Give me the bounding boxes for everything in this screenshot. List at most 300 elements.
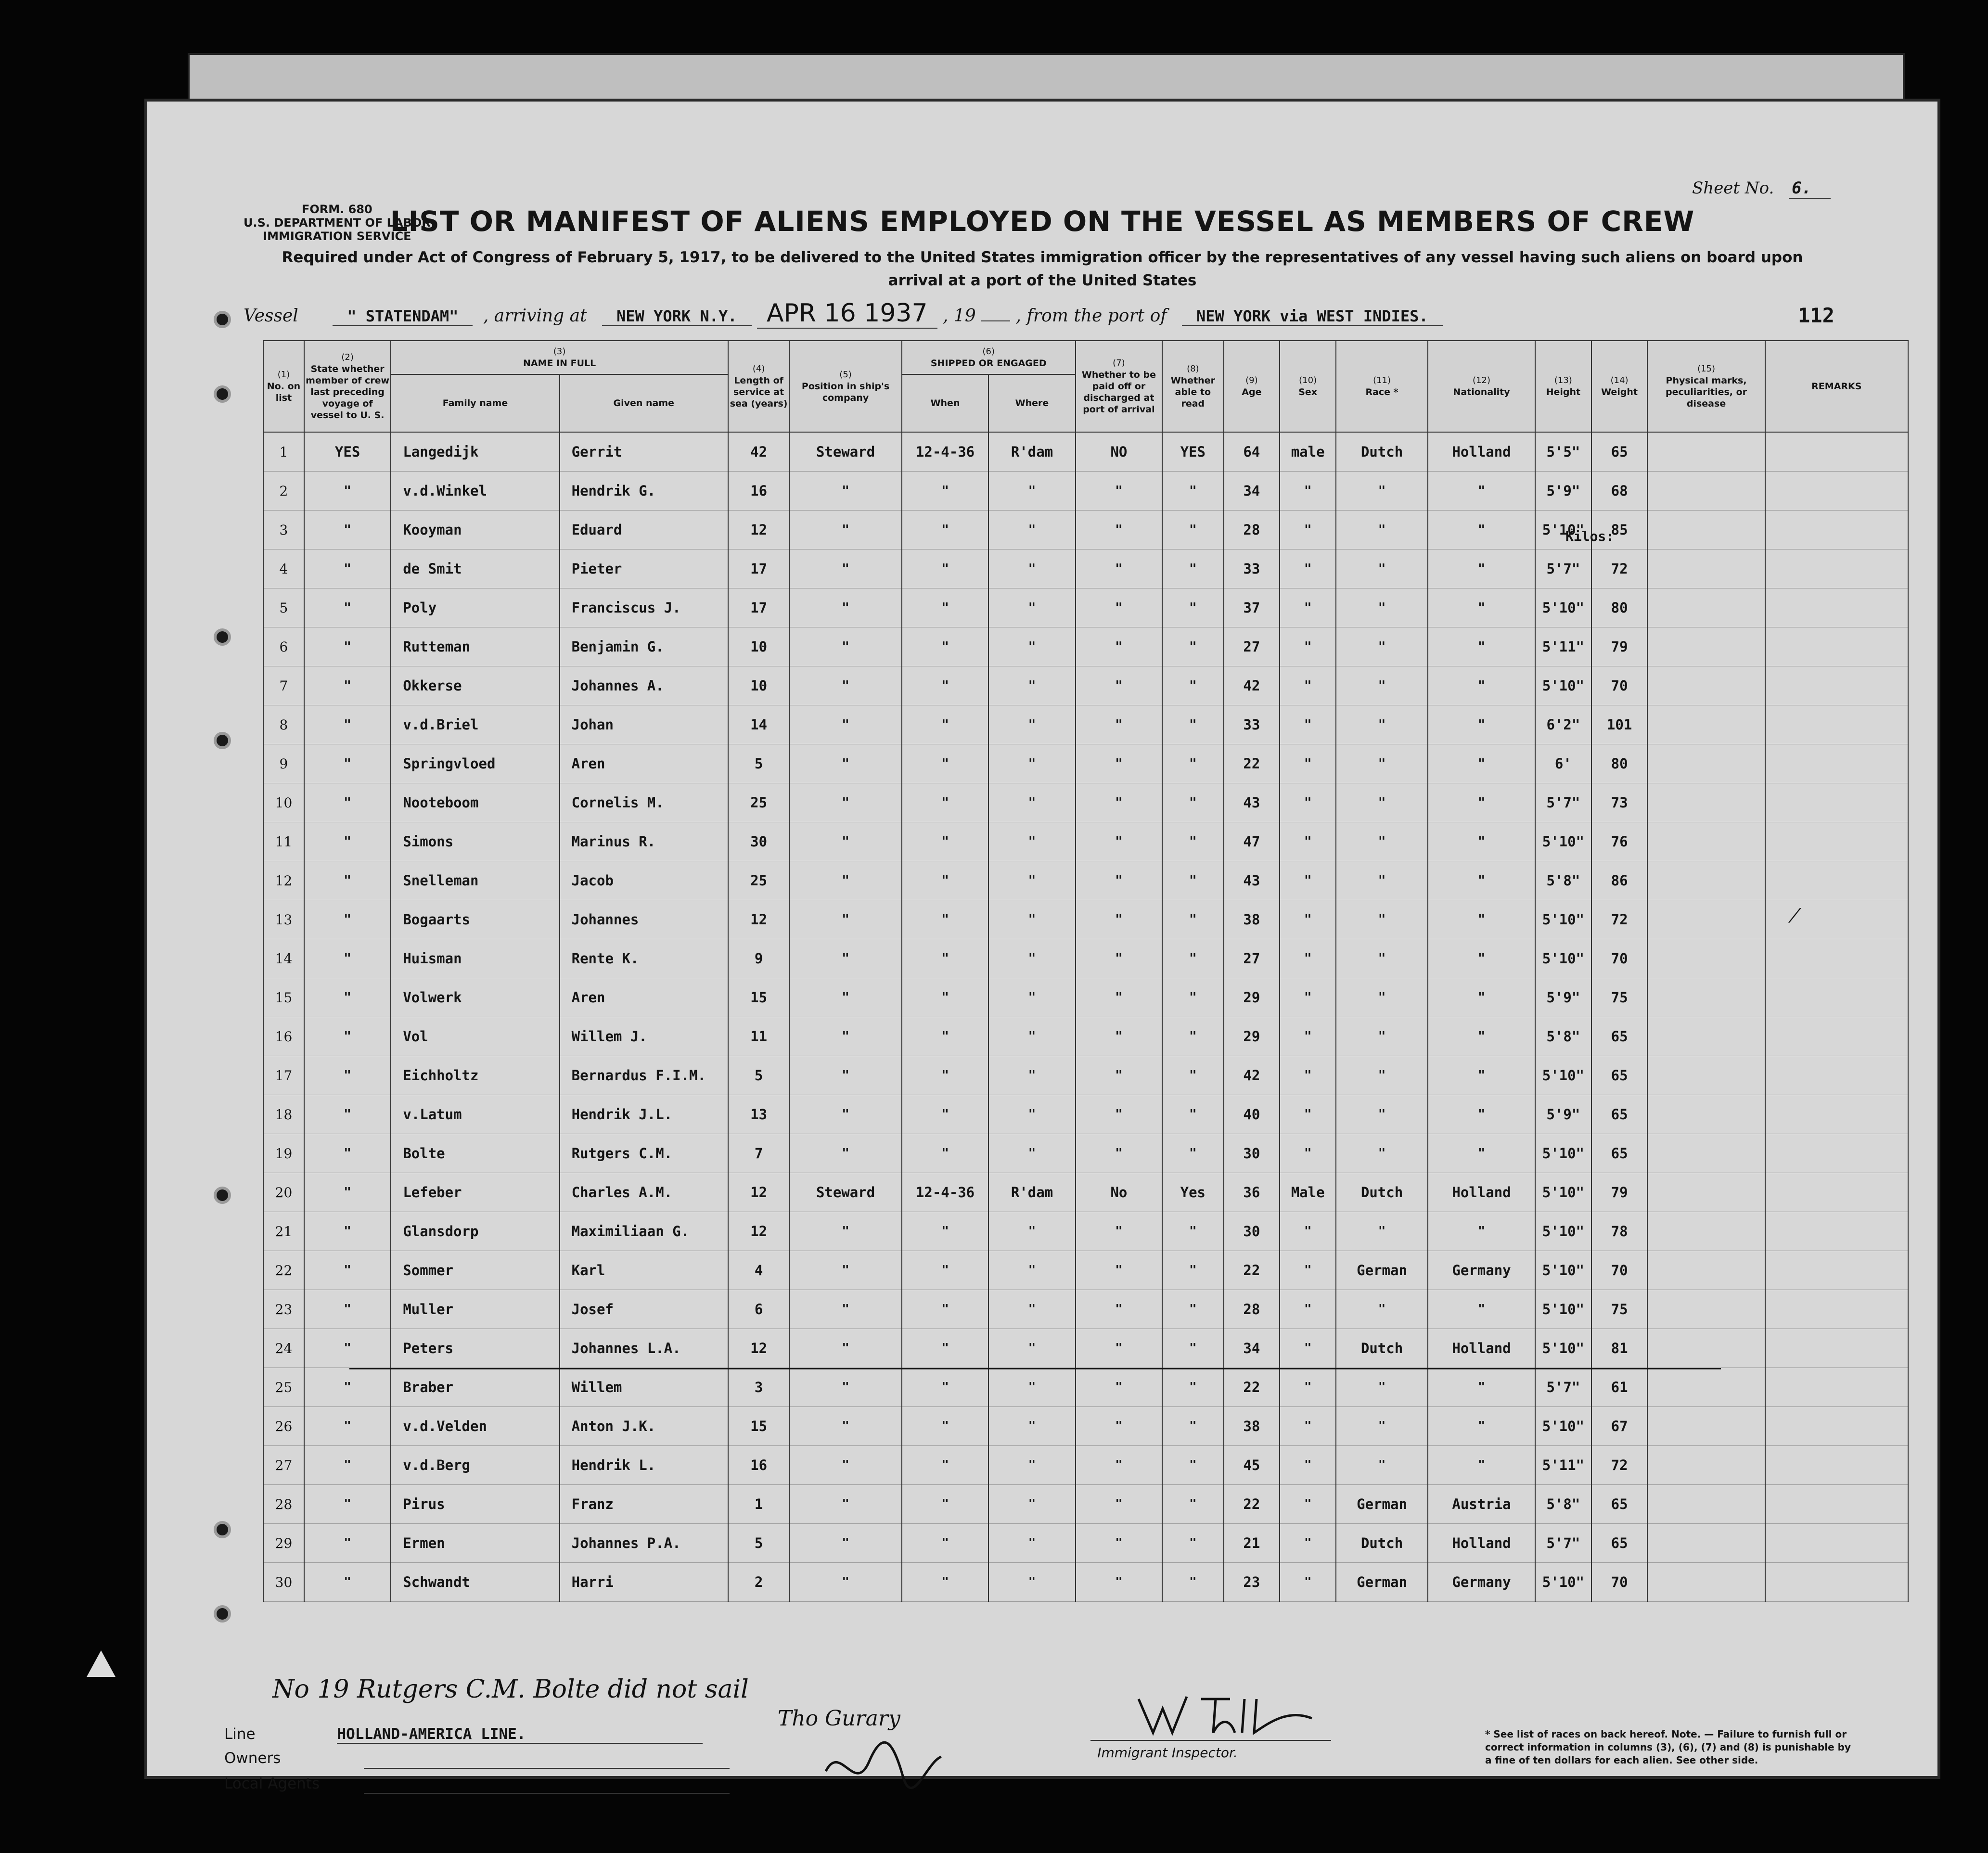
cell-nationality: " bbox=[1428, 1290, 1535, 1329]
cell-shipped-where: " bbox=[988, 1524, 1075, 1563]
table-row bbox=[263, 744, 1908, 783]
cell-physical-marks bbox=[1647, 1329, 1765, 1368]
table-row bbox=[263, 861, 1908, 900]
cell-physical-marks bbox=[1647, 1485, 1765, 1524]
cell-remarks bbox=[1765, 1329, 1908, 1368]
cell-list-number: 29 bbox=[263, 1524, 304, 1563]
cell-given-name: Johannes L.A. bbox=[560, 1329, 728, 1368]
cell-race: " bbox=[1336, 1017, 1428, 1056]
cell-list-number: 12 bbox=[263, 861, 304, 900]
cell-length-of-service: 15 bbox=[728, 1407, 789, 1446]
cell-age: 21 bbox=[1224, 1524, 1280, 1563]
header-nationality: (12) Nationality bbox=[1428, 341, 1535, 432]
cell-family-name: Muller bbox=[391, 1290, 559, 1329]
cell-sex: " bbox=[1280, 550, 1336, 588]
cell-length-of-service: 42 bbox=[728, 432, 789, 472]
owners-line bbox=[364, 1768, 730, 1769]
cell-height: 5'7" bbox=[1535, 783, 1591, 822]
inspector-line bbox=[1090, 1740, 1331, 1741]
cell-paid-off: " bbox=[1076, 822, 1162, 861]
table-row bbox=[263, 783, 1908, 822]
cell-paid-off: " bbox=[1076, 1251, 1162, 1290]
cell-list-number: 22 bbox=[263, 1251, 304, 1290]
cell-shipped-when: " bbox=[902, 472, 988, 511]
cell-length-of-service: 11 bbox=[728, 1017, 789, 1056]
header-list-number: (1) No. on list bbox=[263, 341, 304, 432]
cell-given-name: Rutgers C.M. bbox=[560, 1134, 728, 1173]
cell-nationality: " bbox=[1428, 627, 1535, 666]
table-row bbox=[263, 1017, 1908, 1056]
cell-weight: 65 bbox=[1591, 432, 1648, 472]
cell-shipped-when: " bbox=[902, 1407, 988, 1446]
cell-list-number: 2 bbox=[263, 472, 304, 511]
cell-age: 22 bbox=[1224, 1251, 1280, 1290]
form-number: FORM. 680 bbox=[301, 203, 372, 216]
table-row bbox=[263, 1524, 1908, 1563]
cell-height: 5'10" bbox=[1535, 1329, 1591, 1368]
cell-given-name: Cornelis M. bbox=[560, 783, 728, 822]
table-row bbox=[263, 1446, 1908, 1485]
cell-weight: 80 bbox=[1591, 588, 1648, 627]
cell-height: 5'10" bbox=[1535, 1407, 1591, 1446]
cell-nationality: " bbox=[1428, 1212, 1535, 1251]
cell-given-name: Johannes P.A. bbox=[560, 1524, 728, 1563]
from-label: , from the port of bbox=[1015, 306, 1167, 326]
cell-age: 22 bbox=[1224, 1485, 1280, 1524]
cell-sex: male bbox=[1280, 432, 1336, 472]
cell-list-number: 23 bbox=[263, 1290, 304, 1329]
cell-sex: " bbox=[1280, 861, 1336, 900]
table-row bbox=[263, 1368, 1908, 1407]
cell-shipped-where: " bbox=[988, 1095, 1075, 1134]
cell-remarks bbox=[1765, 861, 1908, 900]
cell-list-number: 15 bbox=[263, 978, 304, 1017]
cell-position: Steward bbox=[789, 432, 902, 472]
cell-family-name: Braber bbox=[391, 1368, 559, 1407]
cell-sex: " bbox=[1280, 588, 1336, 627]
manifest-rows bbox=[263, 432, 1908, 1602]
cell-weight: 86 bbox=[1591, 861, 1648, 900]
cell-age: 33 bbox=[1224, 705, 1280, 744]
cell-paid-off: NO bbox=[1076, 432, 1162, 472]
table-row bbox=[263, 1251, 1908, 1290]
cell-able-to-read: " bbox=[1162, 1056, 1223, 1095]
cell-nationality: " bbox=[1428, 861, 1535, 900]
cell-paid-off: " bbox=[1076, 783, 1162, 822]
cell-able-to-read: " bbox=[1162, 900, 1223, 939]
cell-given-name: Bernardus F.I.M. bbox=[560, 1056, 728, 1095]
table-row bbox=[263, 432, 1908, 472]
cell-family-name: Huisman bbox=[391, 939, 559, 978]
cell-family-name: v.Latum bbox=[391, 1095, 559, 1134]
cell-height: 5'10" bbox=[1535, 1251, 1591, 1290]
cell-length-of-service: 7 bbox=[728, 1134, 789, 1173]
cell-able-to-read: " bbox=[1162, 1212, 1223, 1251]
cell-family-name: Snelleman bbox=[391, 861, 559, 900]
cell-sex: " bbox=[1280, 1563, 1336, 1602]
crew-manifest-table bbox=[263, 340, 1909, 1602]
cell-height: 5'10" bbox=[1535, 1173, 1591, 1212]
cell-given-name: Willem bbox=[560, 1368, 728, 1407]
cell-height: 5'8" bbox=[1535, 861, 1591, 900]
cell-nationality: " bbox=[1428, 472, 1535, 511]
cell-age: 40 bbox=[1224, 1095, 1280, 1134]
cell-list-number: 25 bbox=[263, 1368, 304, 1407]
cell-previous-voyage: " bbox=[304, 705, 391, 744]
service-name: IMMIGRATION SERVICE bbox=[263, 230, 411, 243]
cell-race: " bbox=[1336, 472, 1428, 511]
cell-race: " bbox=[1336, 1212, 1428, 1251]
table-row bbox=[263, 627, 1908, 666]
cell-previous-voyage: " bbox=[304, 900, 391, 939]
cell-weight: 72 bbox=[1591, 1446, 1648, 1485]
cell-paid-off: " bbox=[1076, 666, 1162, 705]
cell-able-to-read: " bbox=[1162, 1017, 1223, 1056]
cell-paid-off: " bbox=[1076, 472, 1162, 511]
cell-shipped-when: " bbox=[902, 1056, 988, 1095]
strike-through-row-19 bbox=[349, 1368, 1721, 1369]
header-physical-marks: (15) Physical marks, peculiarities, or disease bbox=[1647, 341, 1765, 432]
cell-family-name: Ermen bbox=[391, 1524, 559, 1563]
cell-race: " bbox=[1336, 1368, 1428, 1407]
cell-shipped-where: " bbox=[988, 978, 1075, 1017]
table-row bbox=[263, 939, 1908, 978]
cell-length-of-service: 16 bbox=[728, 472, 789, 511]
punch-hole bbox=[214, 311, 231, 328]
cell-race: " bbox=[1336, 939, 1428, 978]
cell-length-of-service: 10 bbox=[728, 666, 789, 705]
cell-shipped-where: " bbox=[988, 822, 1075, 861]
cell-physical-marks bbox=[1647, 1563, 1765, 1602]
cell-shipped-when: " bbox=[902, 1134, 988, 1173]
cell-shipped-when: " bbox=[902, 939, 988, 978]
table-row bbox=[263, 1485, 1908, 1524]
cell-position: " bbox=[789, 627, 902, 666]
cell-shipped-where: " bbox=[988, 744, 1075, 783]
cell-able-to-read: " bbox=[1162, 1563, 1223, 1602]
cell-height: 5'9" bbox=[1535, 978, 1591, 1017]
cell-shipped-when: " bbox=[902, 1017, 988, 1056]
vessel-name: " STATENDAM" bbox=[333, 307, 473, 326]
cell-position: " bbox=[789, 511, 902, 550]
cell-paid-off: " bbox=[1076, 1563, 1162, 1602]
cell-position: " bbox=[789, 1329, 902, 1368]
table-row bbox=[263, 1056, 1908, 1095]
cell-race: " bbox=[1336, 1134, 1428, 1173]
cell-height: 5'10" bbox=[1535, 1212, 1591, 1251]
cell-length-of-service: 17 bbox=[728, 588, 789, 627]
cell-given-name: Harri bbox=[560, 1563, 728, 1602]
cell-shipped-when: " bbox=[902, 1485, 988, 1524]
cell-list-number: 26 bbox=[263, 1407, 304, 1446]
cell-previous-voyage: " bbox=[304, 1056, 391, 1095]
cell-remarks bbox=[1765, 1173, 1908, 1212]
cell-position: " bbox=[789, 1251, 902, 1290]
cell-nationality: " bbox=[1428, 978, 1535, 1017]
manifest-sheet bbox=[144, 99, 1940, 1792]
cell-able-to-read: " bbox=[1162, 1368, 1223, 1407]
cell-weight: 61 bbox=[1591, 1368, 1648, 1407]
cell-sex: " bbox=[1280, 1407, 1336, 1446]
cell-sex: " bbox=[1280, 705, 1336, 744]
cell-nationality: Germany bbox=[1428, 1251, 1535, 1290]
cell-position: " bbox=[789, 783, 902, 822]
cell-weight: 70 bbox=[1591, 666, 1648, 705]
cell-shipped-when: 12-4-36 bbox=[902, 1173, 988, 1212]
cell-able-to-read: " bbox=[1162, 627, 1223, 666]
cell-previous-voyage: " bbox=[304, 627, 391, 666]
cell-age: 27 bbox=[1224, 627, 1280, 666]
cell-position: " bbox=[789, 861, 902, 900]
header-shipped-engaged: (6) SHIPPED OR ENGAGED bbox=[902, 341, 1076, 374]
cell-length-of-service: 12 bbox=[728, 511, 789, 550]
cell-weight: 75 bbox=[1591, 978, 1648, 1017]
date-stamp: APR 16 1937 bbox=[757, 299, 937, 329]
form-subtitle: Required under Act of Congress of February 5, 1917, to be delivered to the United States immigration officer by the representatives of any vessel having such aliens on board upon arrival at a port of the United States bbox=[282, 249, 1803, 289]
cell-length-of-service: 4 bbox=[728, 1251, 789, 1290]
cell-able-to-read: " bbox=[1162, 472, 1223, 511]
header-position: (5) Position in ship's company bbox=[789, 341, 902, 432]
table-row bbox=[263, 822, 1908, 861]
cell-shipped-when: " bbox=[902, 1095, 988, 1134]
cell-race: Dutch bbox=[1336, 1524, 1428, 1563]
cell-weight: 67 bbox=[1591, 1407, 1648, 1446]
cell-weight: 68 bbox=[1591, 472, 1648, 511]
cell-sex: " bbox=[1280, 783, 1336, 822]
cell-position: Steward bbox=[789, 1173, 902, 1212]
cell-family-name: Sommer bbox=[391, 1251, 559, 1290]
cell-weight: 65 bbox=[1591, 1017, 1648, 1056]
cell-paid-off: " bbox=[1076, 1524, 1162, 1563]
cell-given-name: Charles A.M. bbox=[560, 1173, 728, 1212]
cell-race: " bbox=[1336, 511, 1428, 550]
cell-paid-off: " bbox=[1076, 939, 1162, 978]
cell-position: " bbox=[789, 1446, 902, 1485]
cell-age: 30 bbox=[1224, 1212, 1280, 1251]
line-value: HOLLAND-AMERICA LINE. bbox=[337, 1725, 703, 1744]
cell-list-number: 21 bbox=[263, 1212, 304, 1251]
cell-sex: " bbox=[1280, 1368, 1336, 1407]
cell-paid-off: " bbox=[1076, 900, 1162, 939]
cell-physical-marks bbox=[1647, 1056, 1765, 1095]
cell-position: " bbox=[789, 1212, 902, 1251]
cell-shipped-when: " bbox=[902, 550, 988, 588]
cell-family-name: v.d.Briel bbox=[391, 705, 559, 744]
cell-given-name: Johannes bbox=[560, 900, 728, 939]
cell-given-name: Aren bbox=[560, 744, 728, 783]
cell-race: " bbox=[1336, 861, 1428, 900]
cell-physical-marks bbox=[1647, 1290, 1765, 1329]
cell-shipped-where: " bbox=[988, 1251, 1075, 1290]
cell-previous-voyage: " bbox=[304, 1095, 391, 1134]
cell-able-to-read: " bbox=[1162, 1485, 1223, 1524]
cell-shipped-where: " bbox=[988, 939, 1075, 978]
cell-height: 5'8" bbox=[1535, 1017, 1591, 1056]
cell-height: 5'10" bbox=[1535, 822, 1591, 861]
cell-age: 36 bbox=[1224, 1173, 1280, 1212]
cell-family-name: Peters bbox=[391, 1329, 559, 1368]
cell-position: " bbox=[789, 1056, 902, 1095]
cell-nationality: Germany bbox=[1428, 1563, 1535, 1602]
cell-paid-off: " bbox=[1076, 1485, 1162, 1524]
header-remarks: REMARKS bbox=[1765, 341, 1908, 432]
cell-physical-marks bbox=[1647, 666, 1765, 705]
cell-shipped-where: " bbox=[988, 1407, 1075, 1446]
cell-weight: 72 bbox=[1591, 900, 1648, 939]
cell-length-of-service: 12 bbox=[728, 1173, 789, 1212]
cell-height: 5'8" bbox=[1535, 1485, 1591, 1524]
cell-given-name: Pieter bbox=[560, 550, 728, 588]
cell-race: " bbox=[1336, 1446, 1428, 1485]
cell-shipped-where: " bbox=[988, 511, 1075, 550]
cell-length-of-service: 25 bbox=[728, 861, 789, 900]
cell-length-of-service: 5 bbox=[728, 744, 789, 783]
cell-nationality: " bbox=[1428, 1017, 1535, 1056]
sheet-value: 6. bbox=[1789, 179, 1831, 199]
cell-physical-marks bbox=[1647, 900, 1765, 939]
cell-family-name: Okkerse bbox=[391, 666, 559, 705]
cell-paid-off: " bbox=[1076, 1368, 1162, 1407]
cell-race: Dutch bbox=[1336, 1173, 1428, 1212]
cell-previous-voyage: " bbox=[304, 1017, 391, 1056]
cell-previous-voyage: " bbox=[304, 1485, 391, 1524]
cell-weight: 70 bbox=[1591, 1563, 1648, 1602]
cell-sex: " bbox=[1280, 1017, 1336, 1056]
cell-shipped-when: " bbox=[902, 1524, 988, 1563]
cell-race: " bbox=[1336, 744, 1428, 783]
cell-given-name: Maximiliaan G. bbox=[560, 1212, 728, 1251]
cell-remarks bbox=[1765, 822, 1908, 861]
cell-length-of-service: 2 bbox=[728, 1563, 789, 1602]
header-name-in-full: (3) NAME IN FULL bbox=[391, 341, 728, 374]
cell-length-of-service: 16 bbox=[728, 1446, 789, 1485]
cell-paid-off: " bbox=[1076, 1134, 1162, 1173]
punch-hole bbox=[214, 1605, 231, 1623]
cell-paid-off: " bbox=[1076, 744, 1162, 783]
cell-shipped-where: " bbox=[988, 783, 1075, 822]
cell-remarks bbox=[1765, 1290, 1908, 1329]
cell-list-number: 10 bbox=[263, 783, 304, 822]
cell-nationality: " bbox=[1428, 744, 1535, 783]
cell-shipped-when: " bbox=[902, 666, 988, 705]
punch-hole bbox=[214, 1187, 231, 1204]
handwritten-note: No 19 Rutgers C.M. Bolte did not sail bbox=[272, 1675, 749, 1704]
cell-physical-marks bbox=[1647, 588, 1765, 627]
cell-physical-marks bbox=[1647, 1251, 1765, 1290]
cell-length-of-service: 12 bbox=[728, 1212, 789, 1251]
cell-list-number: 24 bbox=[263, 1329, 304, 1368]
cell-age: 33 bbox=[1224, 550, 1280, 588]
cell-length-of-service: 9 bbox=[728, 939, 789, 978]
cell-weight: 72 bbox=[1591, 550, 1648, 588]
cell-weight: 101 bbox=[1591, 705, 1648, 744]
cell-sex: " bbox=[1280, 1095, 1336, 1134]
cell-remarks bbox=[1765, 705, 1908, 744]
header-weight: (14) Weight bbox=[1591, 341, 1648, 432]
cell-given-name: Hendrik J.L. bbox=[560, 1095, 728, 1134]
cell-shipped-when: " bbox=[902, 1446, 988, 1485]
cell-previous-voyage: " bbox=[304, 1407, 391, 1446]
cell-able-to-read: " bbox=[1162, 666, 1223, 705]
punch-hole bbox=[214, 385, 231, 403]
table-row bbox=[263, 1173, 1908, 1212]
cell-length-of-service: 17 bbox=[728, 550, 789, 588]
cell-previous-voyage: YES bbox=[304, 432, 391, 472]
cell-family-name: Glansdorp bbox=[391, 1212, 559, 1251]
cell-physical-marks bbox=[1647, 1173, 1765, 1212]
sheet-label: Sheet No. bbox=[1692, 179, 1774, 198]
cell-previous-voyage: " bbox=[304, 783, 391, 822]
cell-family-name: v.d.Velden bbox=[391, 1407, 559, 1446]
cell-age: 37 bbox=[1224, 588, 1280, 627]
cell-physical-marks bbox=[1647, 1524, 1765, 1563]
cell-race: German bbox=[1336, 1563, 1428, 1602]
cell-given-name: Rente K. bbox=[560, 939, 728, 978]
cell-remarks bbox=[1765, 1095, 1908, 1134]
cell-family-name: v.d.Winkel bbox=[391, 472, 559, 511]
cell-race: German bbox=[1336, 1485, 1428, 1524]
cell-previous-voyage: " bbox=[304, 1524, 391, 1563]
cell-length-of-service: 12 bbox=[728, 900, 789, 939]
cell-weight: 85 bbox=[1591, 511, 1648, 550]
sheet-number bbox=[1692, 179, 1831, 198]
cell-age: 29 bbox=[1224, 1017, 1280, 1056]
cell-given-name: Hendrik G. bbox=[560, 472, 728, 511]
punch-hole bbox=[214, 628, 231, 646]
header-height: (13) Height bbox=[1535, 341, 1591, 432]
inspector-label: Immigrant Inspector. bbox=[1097, 1745, 1238, 1761]
footnote: * See list of races on back hereof. Note. — Failure to furnish full or correct information in columns (3), (6), (7) and (8) is punishable by a fine of ten dollars for each alien. See other side. bbox=[1485, 1728, 1851, 1766]
cell-remarks bbox=[1765, 627, 1908, 666]
cell-previous-voyage: " bbox=[304, 1251, 391, 1290]
cell-position: " bbox=[789, 1095, 902, 1134]
cell-position: " bbox=[789, 1134, 902, 1173]
cell-weight: 70 bbox=[1591, 939, 1648, 978]
cell-family-name: Lefeber bbox=[391, 1173, 559, 1212]
cell-position: " bbox=[789, 900, 902, 939]
cell-paid-off: " bbox=[1076, 588, 1162, 627]
cell-family-name: Nooteboom bbox=[391, 783, 559, 822]
cell-nationality: " bbox=[1428, 550, 1535, 588]
cell-paid-off: " bbox=[1076, 627, 1162, 666]
cell-sex: " bbox=[1280, 472, 1336, 511]
cell-shipped-when: " bbox=[902, 822, 988, 861]
cell-shipped-where: " bbox=[988, 1017, 1075, 1056]
header-paid-off: (7) Whether to be paid off or discharged at port of arrival bbox=[1076, 341, 1162, 432]
cell-list-number: 18 bbox=[263, 1095, 304, 1134]
cell-remarks bbox=[1765, 511, 1908, 550]
header-able-to-read: (8) Whether able to read bbox=[1162, 341, 1223, 432]
master-signature: Tho Gurary bbox=[778, 1706, 900, 1731]
punch-hole bbox=[214, 732, 231, 749]
cell-shipped-where: " bbox=[988, 1134, 1075, 1173]
cell-shipped-where: " bbox=[988, 861, 1075, 900]
cell-paid-off: " bbox=[1076, 1095, 1162, 1134]
cell-able-to-read: " bbox=[1162, 1446, 1223, 1485]
cell-previous-voyage: " bbox=[304, 550, 391, 588]
cell-nationality: " bbox=[1428, 900, 1535, 939]
table-row bbox=[263, 588, 1908, 627]
table-row bbox=[263, 978, 1908, 1017]
cell-weight: 76 bbox=[1591, 822, 1648, 861]
cell-age: 34 bbox=[1224, 1329, 1280, 1368]
cell-able-to-read: " bbox=[1162, 1407, 1223, 1446]
cell-remarks bbox=[1765, 1368, 1908, 1407]
cell-given-name: Marinus R. bbox=[560, 822, 728, 861]
cell-position: " bbox=[789, 1290, 902, 1329]
cell-sex: " bbox=[1280, 511, 1336, 550]
cell-position: " bbox=[789, 705, 902, 744]
